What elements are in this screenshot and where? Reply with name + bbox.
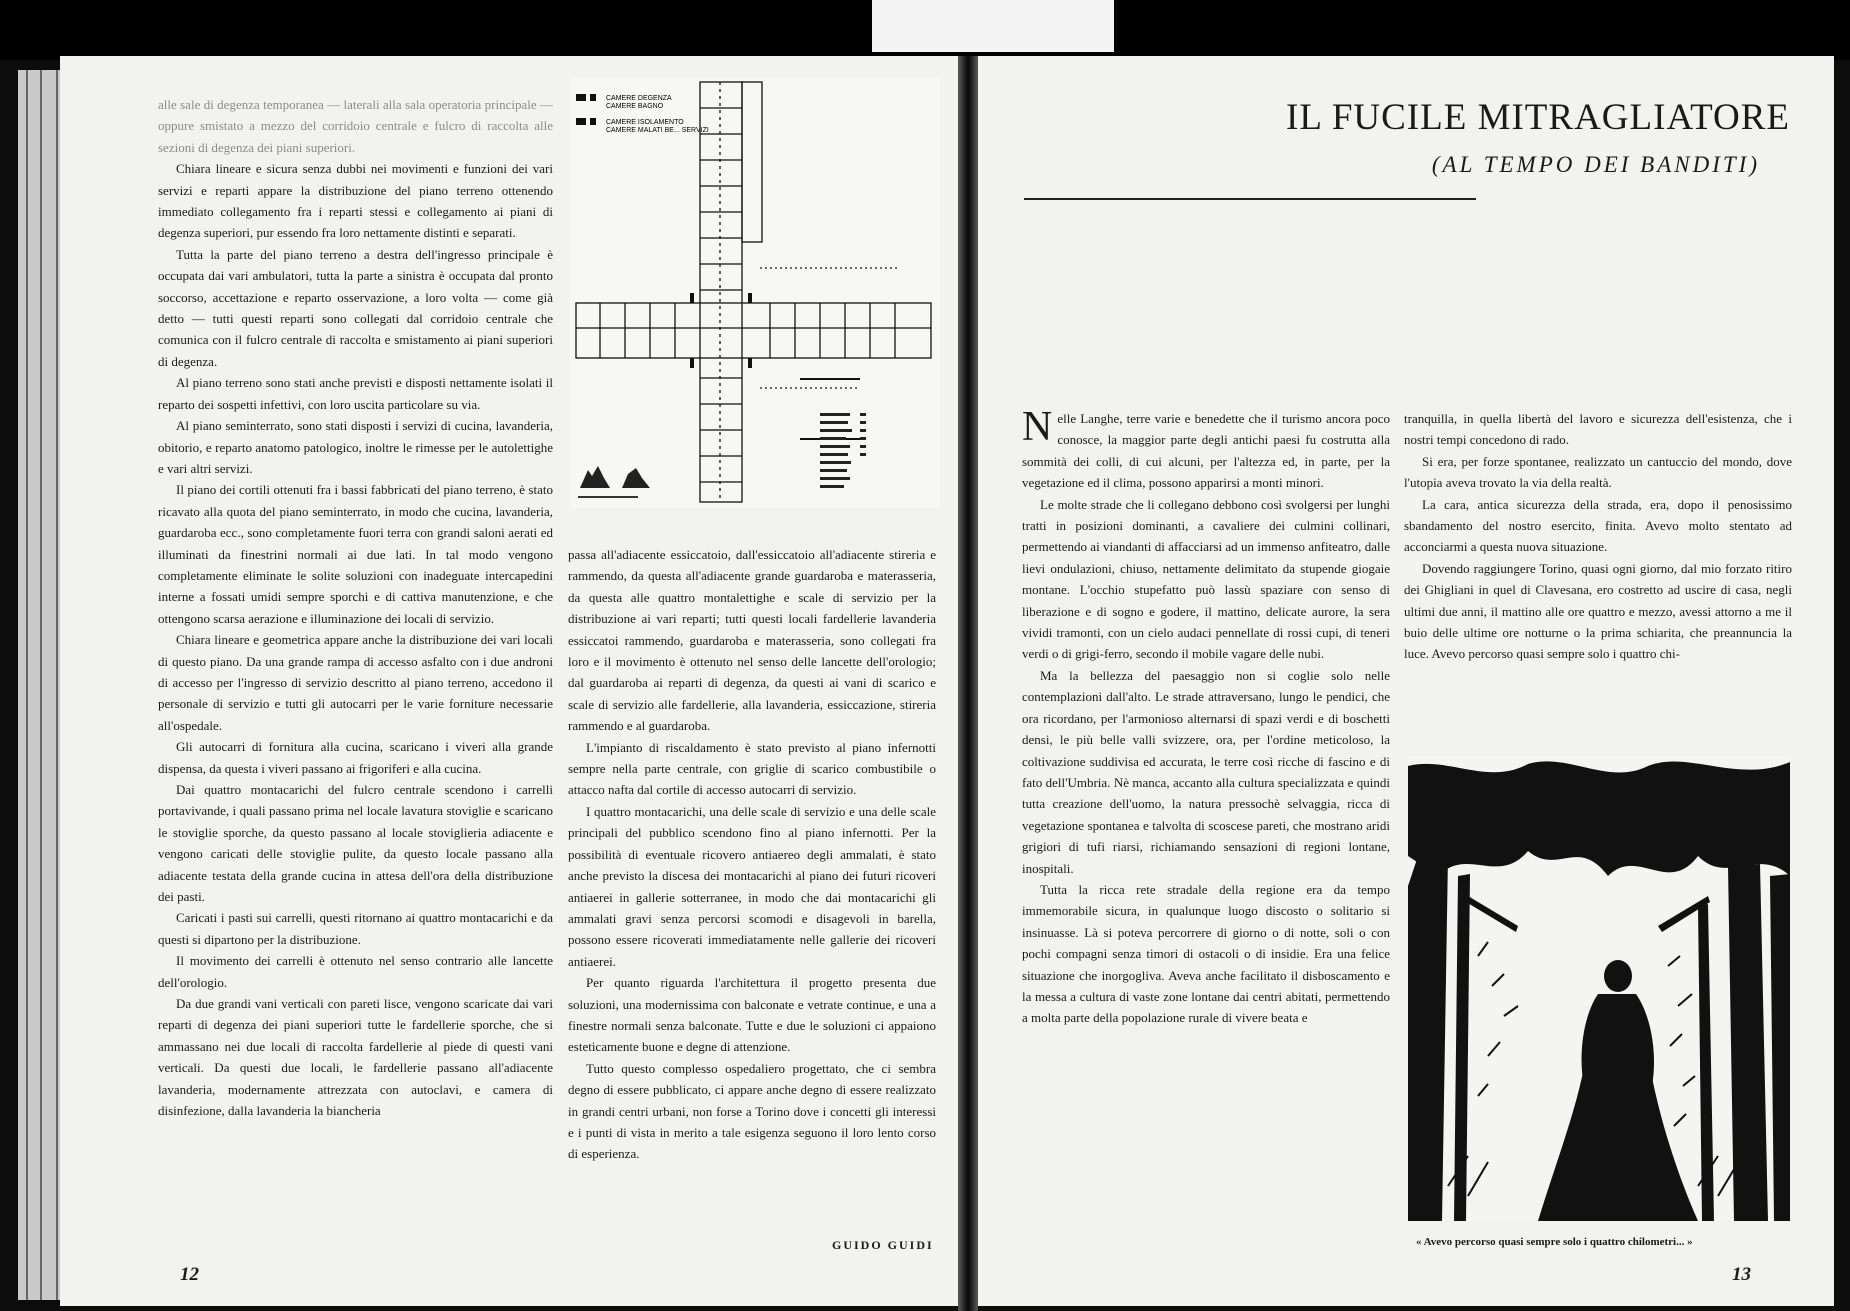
illustration-caption: « Avevo percorso quasi sempre solo i quattro chilometri... » (1416, 1236, 1693, 1248)
paragraph: I quattro montacarichi, una delle scale di servizio e una delle scale principali del pubblico scendono fino al piano infernotti. Per la possibilità di eventuale ricovero antiaereo degli ammalati, è stato anche previsto la discesa dei montacarichi al piano dei futuri ricoveri antiaerei in gallerie sotterranee, in modo che dai montacarichi gli ammalati gravi senza percorsi scomodi e disagevoli in barella, possono essere ricoverati immediatamente nelle gallerie dei ricoveri antiaerei. (568, 803, 936, 969)
hospital-floor-plan (570, 78, 940, 508)
page-number: 13 (1732, 1264, 1751, 1285)
paragraph (1022, 404, 1390, 494)
paragraph: Il movimento dei carrelli è ottenuto nel senso contrario alle lancette dell'orologio. (158, 953, 553, 990)
left-page (60, 56, 958, 1306)
paragraph: passa all'adiacente essiccatoio, dall'essiccatoio all'adiacente stireria e rammendo, da questa all'adiacente grande guardaroba e materasseria, da questa alle quattro montalettighe e scale di servizio per la distribuzione ai vari reparti; tutti questi locali fardellerie lavanderia essiccatoi rammendo, guardaroba e materasseria, sono collegati fra loro e il movimento è ottenuto nel senso delle lancette dell'orologio; dal guardaroba ai reparti di degenza, da questi ai vani di scarico e scale di servizio alle fardellerie, alla lavanderia, essiccazione, stireria rammendo e al guardaroba. (568, 547, 936, 734)
paragraph: tranquilla, in quella libertà del lavoro e sicurezza dell'esistenza, che i nostri tempi concedono di rado. (1404, 411, 1792, 448)
paragraph: Per quanto riguarda l'architettura il progetto presenta due soluzioni, una modernissima con balconate e vetrate continue, e una a finestre normali senza balconate. Tutte e due le soluzioni ci appaiono esteticamente buone e degne di attenzione. (568, 975, 936, 1055)
illustration-drawing (1408, 756, 1790, 1221)
paragraph: alle sale di degenza temporanea — laterali alla sala operatoria principale — oppure smistato a mezzo del corridoio centrale e fulcro di raccolta alle sezioni di degenza dei piani superiori. (158, 97, 553, 155)
legend-label: CAMERE BAGNO (606, 103, 664, 110)
page-number: 12 (180, 1264, 199, 1285)
paragraph: Si era, per forze spontanee, realizzato un cantuccio del mondo, dove l'utopia aveva trovato la via della realtà. (1404, 453, 1792, 491)
left-page-column-2 (568, 544, 936, 1165)
paragraph: Al piano terreno sono stati anche previsti e disposti nettamente isolati il reparto dei sospetti infettivi, con loro uscita particolare su via. (158, 375, 553, 412)
right-page (978, 56, 1834, 1306)
paragraph: La cara, antica sicurezza della strada, era, dopo il penosissimo sbandamento del nostro esercito, finita. Avevo molto stentato ad acconciarmi a questa nuova situazione. (1404, 496, 1792, 555)
paragraph: Chiara lineare e sicura senza dubbi nei movimenti e funzioni dei vari servizi e reparti appare la distribuzione del piano terreno ottenendo immediato collegamento fra i reparti stessi e collegamento ai piani di degenza superiori, pur essendo fra loro nettamente distinti e separati. (158, 161, 553, 241)
paragraph: Tutta la parte del piano terreno a destra dell'ingresso principale è occupata dai vari ambulatori, tutta la parte a sinistra è occupata dal pronto soccorso, accettazione e reparto osservazione, a loro volta — come già detto — tutti questi reparti sono collegati dal corridoio centrale che comunica con il fulcro centrale di raccolta e smistamento ai piani superiori di degenza. (158, 246, 553, 369)
book-gutter (958, 56, 978, 1311)
paragraph: Il piano dei cortili ottenuti fra i bassi fabbricati del piano terreno, è stato ricavato alla quota del piano seminterrato, in modo che cucina, lavanderia, guardaroba ecc., sono completamente fuori terra con grandi saloni aerati ed illuminati da finestrini normali ai due lati. In tal modo vengono completamente eliminate le solite soluzioni con inadeguate intercapedini interne a fossati umidi sempre sporchi e di cattiva manutenzione, e che ottengono scarsa aerazione e illuminazione dei locali di servizio. (158, 482, 553, 626)
paragraph: Dovendo raggiungere Torino, quasi ogni giorno, dal mio forzato ritiro dei Ghigliani in quel di Clavesana, ero costretto ad uscire di casa, negli ultimi due anni, il mattino alle ore quattro e mezzo, avessi attorno a me il buio delle ultime ore notturne o la prima schiarita, che preannuncia la luce. Avevo percorso quasi sempre solo i quattro chi- (1404, 560, 1792, 662)
legend-label: CAMERE ISOLAMENTO (606, 119, 684, 126)
paragraph: L'impianto di riscaldamento è stato previsto al piano infernotti sempre nella parte centrale, con griglie di scarico combustibile o attacco nafta dal cortile di accesso autocarri di servizio. (568, 739, 936, 798)
paragraph: Tutto questo complesso ospedaliero progettato, che ci sembra degno di essere pubblicato, ci appare anche degno di essere realizzato in grandi centri urbani, non forse a Torino dove i concetti gli interessi e i punti di vista in merito a tale esigenza seguono il loro lento corso di esperienza. (568, 1060, 936, 1162)
paragraph: Tutta la ricca rete stradale della regione era da tempo immemorabile sicura, in qualunque luogo discosto o solitario si insinuasse. Là si poteva percorrere di giorno o di notte, soli o con pochi compagni senza timori di ostacoli o di insidie. Era una felice situazione che inorgogliva. Aveva anche facilitato il disboscamento e la messa a cultura di vaste zone lontane dai centri abitati, permettendo a molta parte della popolazione rurale di vivere beata e (1022, 881, 1390, 1026)
floor-plan-drawing (570, 78, 940, 508)
paragraph: Caricati i pasti sui carrelli, questi ritornano ai quattro montacarichi e da questi si dipartono per la distribuzione. (158, 910, 553, 947)
paragraph: Chiara lineare e geometrica appare anche la distribuzione dei vari locali di questo piano. Da una grande rampa di accesso asfalto con i due androni di accesso per l'ingresso di servizio descritto al piano terreno, accedono il personale di servizio e tutti gli autocarri per le varie forniture necessarie all'ospedale. (158, 632, 553, 733)
drop-cap: N (1022, 404, 1053, 450)
legend-label: CAMERE DEGENZA (606, 95, 672, 102)
paragraph-text: elle Langhe, terre varie e benedette che il turismo ancora poco conosce, la maggior parte degli antichi paesi fu costrutta alla sommità dei colli, di cui alcuni, per l'altezza ed, in parte, per la vegetazione ed il clima, possono apparirsi a monti minori. (1022, 411, 1390, 491)
title-rule (1024, 198, 1476, 200)
paragraph: Le molte strade che li collegano debbono così svolgersi per lunghi tratti in posizioni dominanti, a cavaliere dei culmini collinari, permettendo ai viandanti di affacciarsi ad un immenso anfiteatro, dalle lievi ondulazioni, chiuso, nettamente delimitato da stupende giogaie montane. L'occhio stupefatto può lassù spaziare con senso di liberazione e di sogno e godere, il mattino, delicate aurore, la sera vividi tramonti, con un cielo audaci pennellate di rossi cupi, di teneri verdi o di grigi-ferro, secondo il mobile vagare delle nubi. (1022, 496, 1390, 662)
scan-light-strip (872, 0, 1114, 52)
article-subtitle: (AL TEMPO DEI BANDITI) (1431, 152, 1760, 177)
paragraph: Al piano seminterrato, sono stati disposti i servizi di cucina, lavanderia, obitorio, e reparto anatomo patologico, inoltre le rimesse per le autolettighe e vari altri servizi. (158, 418, 553, 476)
article-title: IL FUCILE MITRAGLIATORE (1286, 97, 1790, 138)
paragraph: Dai quattro montacarichi del fulcro centrale scendono i carrelli portavivande, i quali passano prima nel locale lavatura stoviglie e scaricano le stoviglie sporche, da questo passano al locale stoviglieria adiacente e vengono caricati delle stoviglie pulite, da questo locale passano alla adiacente testata della grande cucina in attesa dell'ora della distribuzione dei pasti. (158, 782, 553, 905)
bandit-woodcut-illustration (1408, 756, 1790, 1221)
paragraph: Gli autocarri di fornitura alla cucina, scaricano i viveri alla grande dispensa, da questa i viveri passano ai frigoriferi e alla cucina. (158, 739, 553, 776)
right-page-column-2 (1404, 408, 1792, 665)
right-page-column-1 (1022, 404, 1390, 1029)
legend-label: CAMERE MALATI BE... SERVIZI (606, 127, 709, 134)
left-page-column-1 (158, 94, 553, 1122)
author-signature: GUIDO GUIDI (832, 1238, 934, 1252)
paragraph: Da due grandi vani verticali con pareti lisce, vengono scaricate dai vari reparti di degenza dei piani superiori tutte le fardellerie sporche, che si ammassano nei due locali di raccolta fardellerie al piede di questi vani verticali. Da questi due locali, le fardellerie passano all'adiacente lavanderia, modernamente attrezzata con autoclavi, e camera di disinfezione, dalla lavanderia la biancheria (158, 996, 553, 1119)
paragraph: Ma la bellezza del paesaggio non si coglie solo nelle contemplazioni dall'alto. Le strade attraversano, lungo le pendici, che ora ricordano, per l'armonioso alternarsi di spazi verdi e di boschetti densi, le più belle valli svizzere, ora, per l'ordine meticoloso, la coltivazione suddivisa ed accurata, le terre così ricche di fascino e di fato dell'Umbria. Nè manca, accanto alla cultura specializzata e quindi tutta creazione dell'uomo, la natura pressochè selvaggia, ricca di vegetazione spontanea e talvolta di scoscese pareti, che mostrano aridi grigiori di tufi riarsi, richiamando sensazioni di regioni lontane, inospitali. (1022, 667, 1390, 876)
